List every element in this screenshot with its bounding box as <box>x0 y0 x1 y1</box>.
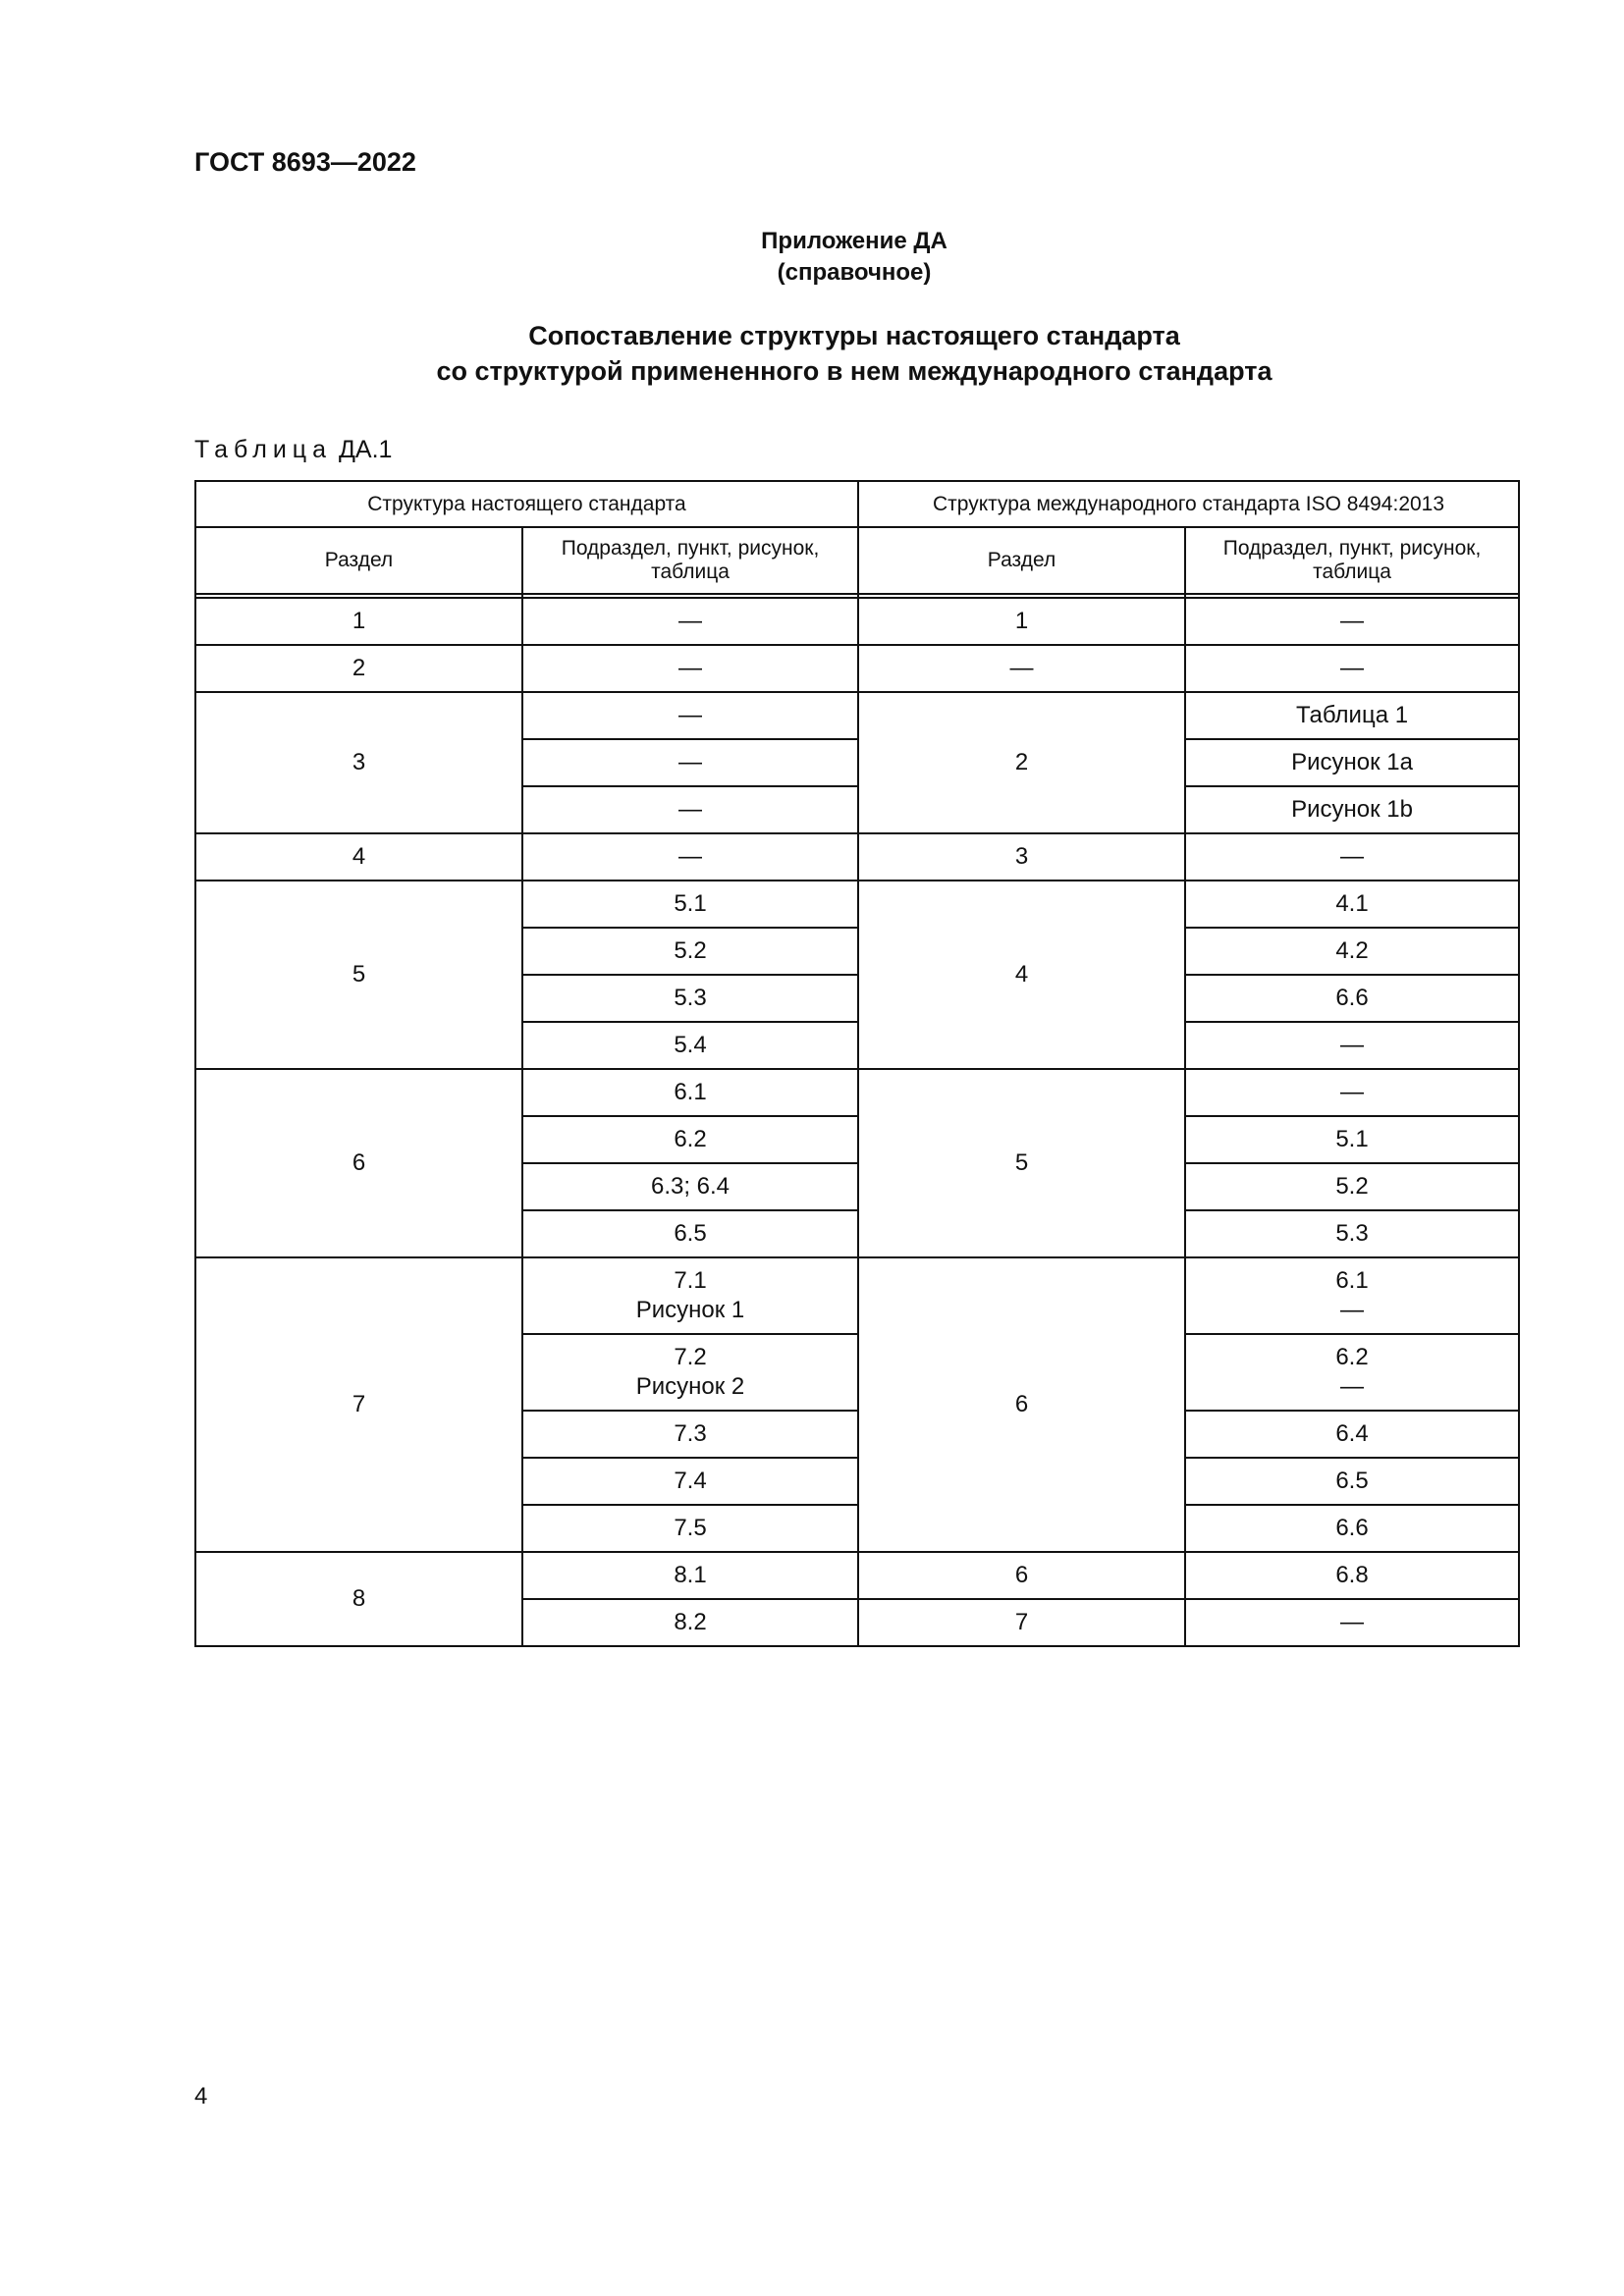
cell-subsection-intl-line-2: — <box>1340 1297 1365 1323</box>
cell-subsection-intl: 5.2 <box>1185 1163 1519 1210</box>
cell-subsection: 8.1 <box>522 1552 858 1599</box>
cell-subsection-intl: — <box>1185 1069 1519 1116</box>
cell-subsection-intl: Рисунок 1a <box>1185 739 1519 786</box>
table-row <box>195 645 1519 692</box>
col-header-subsection-line-2: таблица <box>651 561 730 583</box>
cell-subsection-intl: 5.3 <box>1185 1210 1519 1257</box>
cell-subsection: 6.5 <box>522 1210 858 1257</box>
col-header-section-intl: Раздел <box>858 527 1185 594</box>
cell-subsection: — <box>522 645 858 692</box>
cell-section-intl: — <box>858 645 1185 692</box>
cell-section: 7 <box>195 1257 522 1552</box>
cell-subsection: 5.2 <box>522 928 858 975</box>
cell-subsection: 7.5 <box>522 1505 858 1552</box>
cell-subsection-intl-line-1: 6.2 <box>1335 1344 1369 1370</box>
cell-subsection: 6.3; 6.4 <box>522 1163 858 1210</box>
cell-subsection-intl: 4.1 <box>1185 881 1519 928</box>
table-caption-word: Таблица <box>194 436 333 463</box>
cell-subsection-intl: 6.5 <box>1185 1458 1519 1505</box>
appendix-subtitle: (справочное) <box>777 259 932 286</box>
heading-line-1: Сопоставление структуры настоящего стандарта <box>528 321 1180 350</box>
cell-section-intl: 3 <box>858 833 1185 881</box>
cell-subsection: — <box>522 833 858 881</box>
table-row <box>195 692 1519 739</box>
cell-subsection-line-1: 7.1 <box>674 1267 707 1294</box>
cell-section-intl: 4 <box>858 881 1185 1069</box>
cell-subsection: 8.2 <box>522 1599 858 1646</box>
col-header-subsection <box>522 527 858 594</box>
page-number: 4 <box>194 2083 208 2109</box>
cell-subsection: 7.4 <box>522 1458 858 1505</box>
col-header-subsection-intl-line-2: таблица <box>1313 561 1391 583</box>
header-this-standard: Структура настоящего стандарта <box>195 481 858 527</box>
cell-subsection-intl: 6.8 <box>1185 1552 1519 1599</box>
cell-subsection: 5.3 <box>522 975 858 1022</box>
cell-subsection-intl: 6.6 <box>1185 1505 1519 1552</box>
cell-subsection: — <box>522 739 858 786</box>
cell-section: 6 <box>195 1069 522 1257</box>
table-caption-id: ДА.1 <box>338 436 393 463</box>
cell-section: 5 <box>195 881 522 1069</box>
cell-subsection-intl: 4.2 <box>1185 928 1519 975</box>
col-header-subsection-intl-line-1: Подраздел, пункт, рисунок, <box>1222 537 1482 560</box>
cell-subsection-intl <box>1185 1257 1519 1334</box>
cell-subsection-intl: 5.1 <box>1185 1116 1519 1163</box>
cell-subsection: 6.2 <box>522 1116 858 1163</box>
cell-subsection: — <box>522 692 858 739</box>
table-row <box>195 1257 1519 1334</box>
cell-subsection-intl: — <box>1185 645 1519 692</box>
col-header-subsection-line-1: Подраздел, пункт, рисунок, <box>561 537 820 560</box>
cell-section-intl: 1 <box>858 598 1185 645</box>
table-subheader-row <box>195 527 1519 594</box>
cell-section: 8 <box>195 1552 522 1646</box>
cell-subsection: 7.3 <box>522 1411 858 1458</box>
cell-subsection-line-2: Рисунок 2 <box>635 1373 745 1400</box>
cell-subsection: — <box>522 598 858 645</box>
cell-section: 4 <box>195 833 522 881</box>
cell-subsection-intl-line-2: — <box>1340 1373 1365 1400</box>
document-code: ГОСТ 8693—2022 <box>194 147 416 177</box>
cell-subsection-line-2: Рисунок 1 <box>635 1297 745 1323</box>
cell-section: 2 <box>195 645 522 692</box>
cell-subsection-intl <box>1185 1334 1519 1411</box>
cell-subsection <box>522 1257 858 1334</box>
cell-subsection-intl: 6.6 <box>1185 975 1519 1022</box>
col-header-section: Раздел <box>195 527 522 594</box>
cell-subsection-intl: Рисунок 1b <box>1185 786 1519 833</box>
table-row <box>195 1069 1519 1116</box>
appendix-heading <box>0 318 1624 389</box>
cell-subsection-intl: — <box>1185 1599 1519 1646</box>
table-header-row <box>195 481 1519 527</box>
cell-subsection-intl: — <box>1185 1022 1519 1069</box>
cell-subsection-intl: 6.4 <box>1185 1411 1519 1458</box>
cell-subsection: 5.1 <box>522 881 858 928</box>
cell-subsection: 6.1 <box>522 1069 858 1116</box>
table-row <box>195 598 1519 645</box>
cell-section-intl: 6 <box>858 1552 1185 1599</box>
cell-section: 1 <box>195 598 522 645</box>
cell-subsection-intl-line-1: 6.1 <box>1335 1267 1369 1294</box>
cell-subsection-intl: — <box>1185 833 1519 881</box>
table-row <box>195 881 1519 928</box>
cell-subsection <box>522 1334 858 1411</box>
cell-section-intl: 7 <box>858 1599 1185 1646</box>
cell-subsection-intl: Таблица 1 <box>1185 692 1519 739</box>
table-caption <box>194 436 392 464</box>
heading-line-2: со структурой примененного в нем международного стандарта <box>436 356 1272 386</box>
cell-subsection: 5.4 <box>522 1022 858 1069</box>
cell-section-intl: 6 <box>858 1257 1185 1552</box>
header-international-standard: Структура международного стандарта ISO 8494:2013 <box>858 481 1519 527</box>
appendix-title-block <box>0 226 1624 289</box>
table-row <box>195 1552 1519 1599</box>
appendix-title: Приложение ДА <box>761 228 947 254</box>
structure-comparison-table <box>194 480 1520 1647</box>
cell-section: 3 <box>195 692 522 833</box>
cell-section-intl: 5 <box>858 1069 1185 1257</box>
cell-section-intl: 2 <box>858 692 1185 833</box>
cell-subsection-intl: — <box>1185 598 1519 645</box>
table-row <box>195 833 1519 881</box>
cell-subsection-line-1: 7.2 <box>674 1344 707 1370</box>
cell-subsection: — <box>522 786 858 833</box>
col-header-subsection-intl <box>1185 527 1519 594</box>
